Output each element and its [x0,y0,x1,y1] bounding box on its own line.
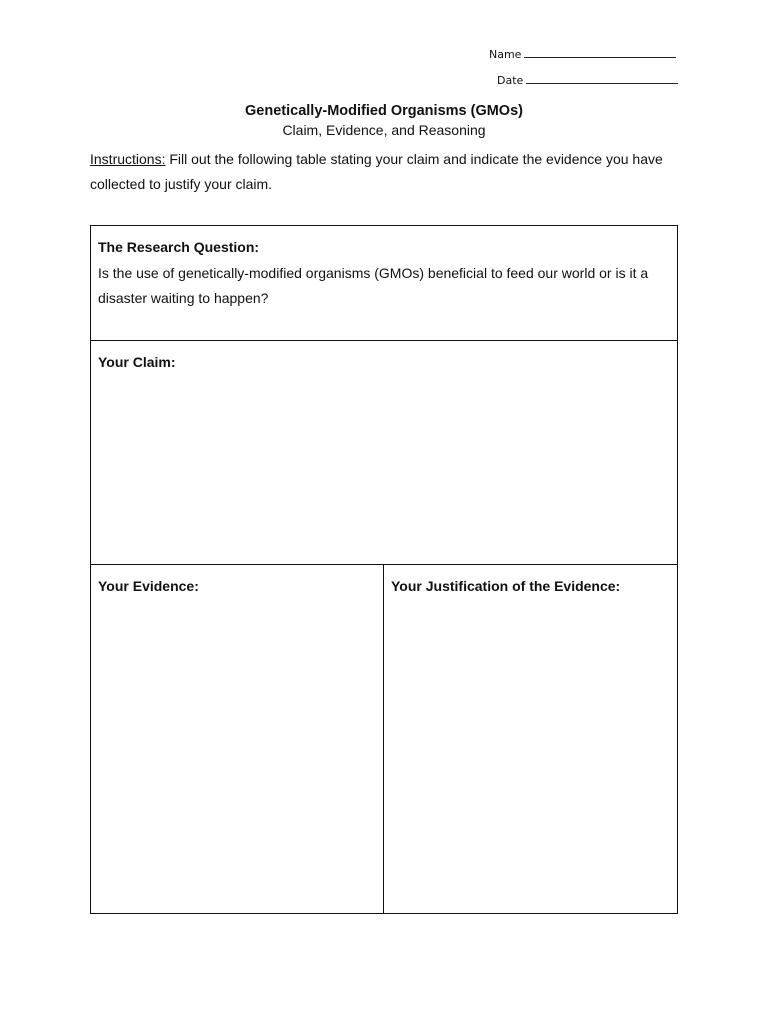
document-title: Genetically-Modified Organisms (GMOs) [245,103,523,119]
date-label: Date [497,74,524,87]
document-subtitle: Claim, Evidence, and Reasoning [282,122,486,138]
research-question-text: Is the use of genetically-modified organisms (GMOs) beneficial to feed our world or is it a disaster waiting to happen? [98,265,649,306]
evidence-cell[interactable] [91,565,384,913]
instructions [90,147,690,197]
name-label: Name [489,48,522,61]
date-blank-line[interactable] [526,74,678,84]
instructions-label: Instructions: [90,151,166,167]
cer-table [90,225,678,914]
instructions-text: Fill out the following table stating your claim and indicate the evidence you have collected to justify your claim. [90,151,663,192]
research-question-cell [91,226,677,341]
name-blank-line[interactable] [524,48,676,58]
claim-cell[interactable] [91,341,677,565]
claim-heading: Your Claim: [98,354,176,370]
research-question-heading: The Research Question: [98,239,260,255]
date-field[interactable] [497,74,678,87]
justification-heading: Your Justification of the Evidence: [391,578,621,594]
name-field[interactable] [489,48,676,61]
evidence-heading: Your Evidence: [98,578,199,594]
justification-cell[interactable] [384,565,677,913]
